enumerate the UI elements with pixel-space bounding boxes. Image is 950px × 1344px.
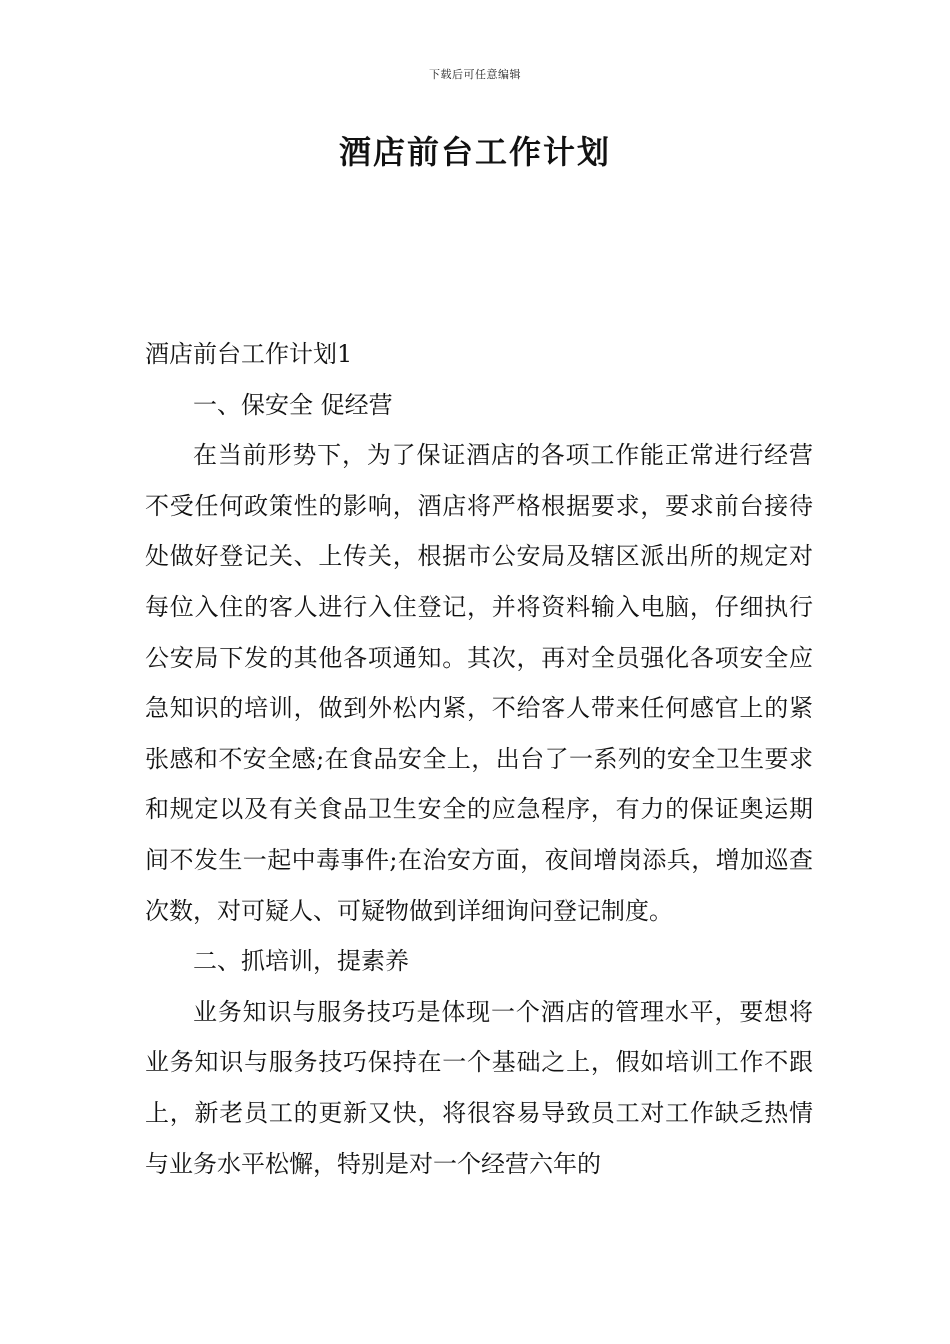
paragraph-training: 业务知识与服务技巧是体现一个酒店的管理水平，要想将业务知识与服务技巧保持在一个基础之上，假如培训工作不跟上，新老员工的更新又快，将很容易导致员工对工作缺乏热情与业务水平松懈，特别是对一个经营六年的 bbox=[145, 997, 813, 1178]
heading-safety: 一、保安全 促经营 bbox=[193, 390, 393, 419]
section-title: 酒店前台工作计划1 bbox=[145, 340, 353, 368]
document-title: 酒店前台工作计划 bbox=[338, 133, 611, 171]
document-body bbox=[145, 329, 813, 1189]
heading-training: 二、抓培训，提素养 bbox=[193, 947, 409, 976]
header-note: 下载后可任意编辑 bbox=[429, 68, 521, 81]
paragraph-safety: 在当前形势下，为了保证酒店的各项工作能正常进行经营不受任何政策性的影响，酒店将严格根据要求，要求前台接待处做好登记关、上传关，根据市公安局及辖区派出所的规定对每位入住的客人进行入住登记，并将资料输入电脑，仔细执行公安局下发的其他各项通知。其次，再对全员强化各项安全应急知识的培训，做到外松内紧，不给客人带来任何感官上的紧张感和不安全感;在食品安全上，出台了一系列的安全卫生要求和规定以及有关食品卫生安全的应急程序，有力的保证奥运期间不发生一起中毒事件;在治安方面，夜间增岗添兵，增加巡查次数，对可疑人、可疑物做到详细询问登记制度。 bbox=[145, 441, 813, 925]
